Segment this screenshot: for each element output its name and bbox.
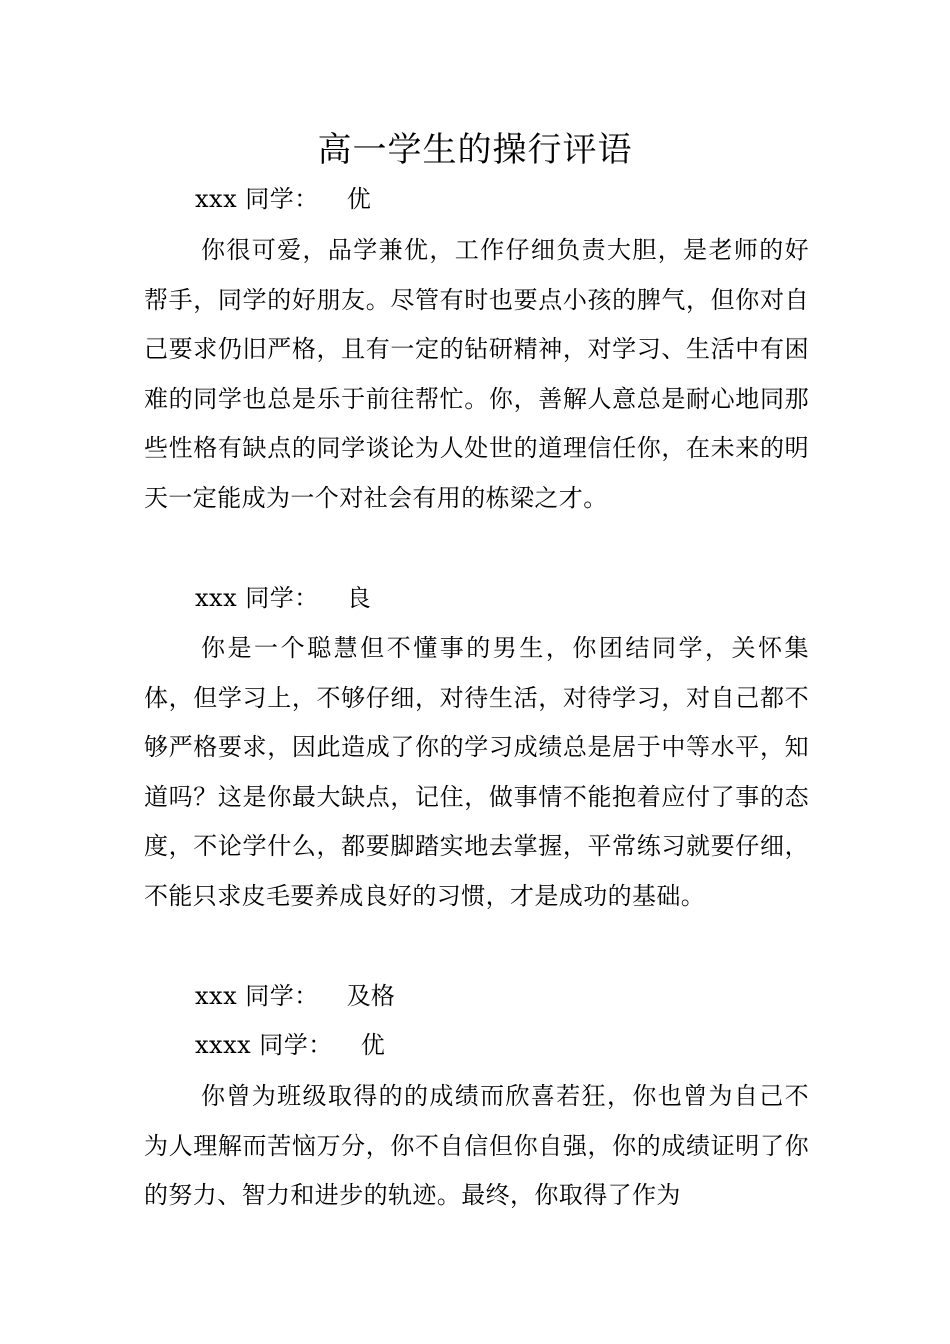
student-grade: 及格 xyxy=(346,982,395,1010)
student-heading xyxy=(195,1025,385,1065)
student-grade: 优 xyxy=(360,1031,385,1059)
student-name: xxx 同学： xyxy=(195,982,319,1010)
student-name: xxxx 同学： xyxy=(195,1031,333,1059)
student-heading xyxy=(195,578,371,618)
student-heading xyxy=(195,976,395,1016)
document-title: 高一学生的操行评语 xyxy=(317,130,633,170)
student-comment: 你很可爱，品学兼优，工作仔细负责大胆，是老师的好帮手，同学的好朋友。尽管有时也要点小孩的脾气，但你对自己要求仍旧严格，且有一定的钻研精神，对学习、生活中有困难的同学也总是乐于前往帮忙。你，善解人意总是耐心地同那些性格有缺点的同学谈论为人处世的道理信任你，在未来的明天一定能成为一个对社会有用的栋梁之才。 xyxy=(144,236,809,512)
student-grade: 优 xyxy=(346,185,371,213)
student-name: xxx 同学： xyxy=(195,584,319,612)
student-name: xxx 同学： xyxy=(195,185,319,213)
student-grade: 良 xyxy=(346,584,371,612)
student-comment: 你曾为班级取得的的成绩而欣喜若狂，你也曾为自己不为人理解而苦恼万分，你不自信但你自强，你的成绩证明了你的努力、智力和进步的轨迹。最终，你取得了作为 xyxy=(144,1082,809,1210)
student-comment: 你是一个聪慧但不懂事的男生，你团结同学，关怀集体，但学习上，不够仔细，对待生活，对待学习，对自己都不够严格要求，因此造成了你的学习成绩总是居于中等水平，知道吗？这是你最大缺点，记住，做事情不能抱着应付了事的态度，不论学什么，都要脚踏实地去掌握，平常练习就要仔细，不能只求皮毛要养成良好的习惯，才是成功的基础。 xyxy=(144,634,809,910)
student-heading xyxy=(195,179,371,219)
